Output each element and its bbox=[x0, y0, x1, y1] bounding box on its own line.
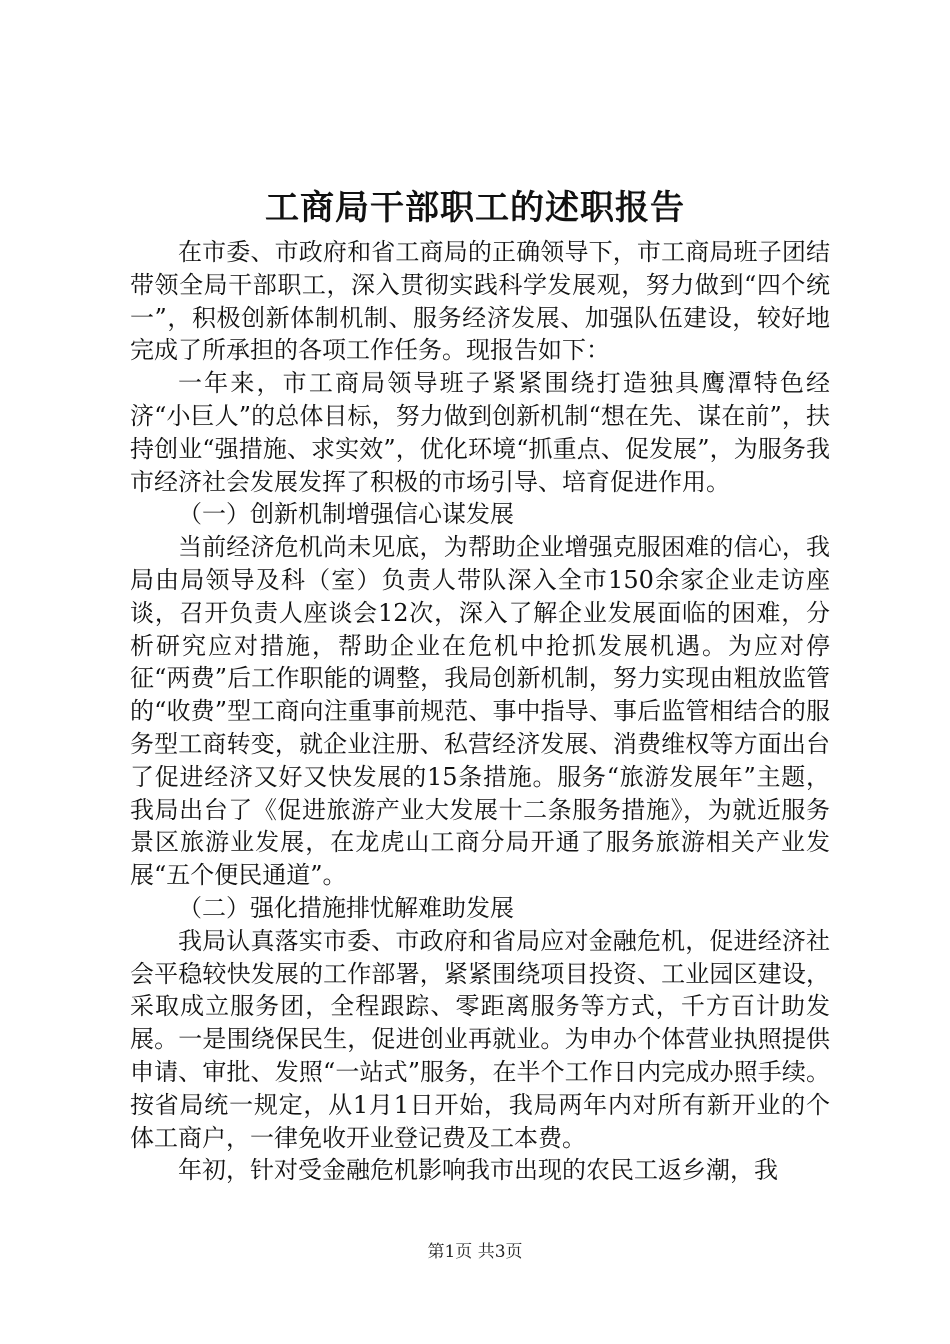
section-heading-2: （二）强化措施排忧解难助发展 bbox=[178, 893, 514, 922]
paragraph-continuation: 年初，针对受金融危机影响我市出现的农民工返乡潮，我 bbox=[178, 1156, 778, 1185]
paragraph-section-1: 当前经济危机尚未见底，为帮助企业增强克服困难的信心，我局由局领导及科（室）负责人带队深入全市150余家企业走访座谈，召开负责人座谈会12次，深入了解企业发展面临的困难，分析研究应对措施，帮助企业在危机中抢抓发展机遇。为应对停征“两费”后工作职能的调整，我局创新机制，努力实现由粗放监管的“收费”型工商向注重事前规范、事中指导、事后监管相结合的服务型工商转变，就企业注册、私营经济发展、消费维权等方面出台了促进经济又好又快发展的15条措施。服务“旅游发展年”主题，我局出台了《促进旅游产业大发展十二条服务措施》，为就近服务景区旅游业发展，在龙虎山工商分局开通了服务旅游相关产业发展“五个便民通道”。 bbox=[130, 533, 830, 890]
document-title: 工商局干部职工的述职报告 bbox=[265, 188, 685, 228]
page-footer: 第1页 共3页 bbox=[427, 1242, 523, 1262]
document-body bbox=[130, 236, 830, 1187]
paragraph-section-2: 我局认真落实市委、市政府和省局应对金融危机，促进经济社会平稳较快发展的工作部署，紧紧围绕项目投资、工业园区建设，采取成立服务团，全程跟踪、零距离服务等方式，千方百计助发展。一是围绕保民生，促进创业再就业。为申办个体营业执照提供申请、审批、发照“一站式”服务，在半个工作日内完成办照手续。按省局统一规定，从1月1日开始，我局两年内对所有新开业的个体工商户，一律免收开业登记费及工本费。 bbox=[130, 926, 830, 1152]
paragraph-overview: 一年来，市工商局领导班子紧紧围绕打造独具鹰潭特色经济“小巨人”的总体目标，努力做到创新机制“想在先、谋在前”，扶持创业“强措施、求实效”，优化环境“抓重点、促发展”，为服务我市经济社会发展发挥了积极的市场引导、培育促进作用。 bbox=[130, 369, 830, 496]
section-heading-1: （一）创新机制增强信心谋发展 bbox=[178, 500, 514, 529]
paragraph-intro: 在市委、市政府和省工商局的正确领导下，市工商局班子团结带领全局干部职工，深入贯彻实践科学发展观，努力做到“四个统一”，积极创新体制机制、服务经济发展、加强队伍建设，较好地完成了所承担的各项工作任务。现报告如下： bbox=[130, 238, 830, 365]
